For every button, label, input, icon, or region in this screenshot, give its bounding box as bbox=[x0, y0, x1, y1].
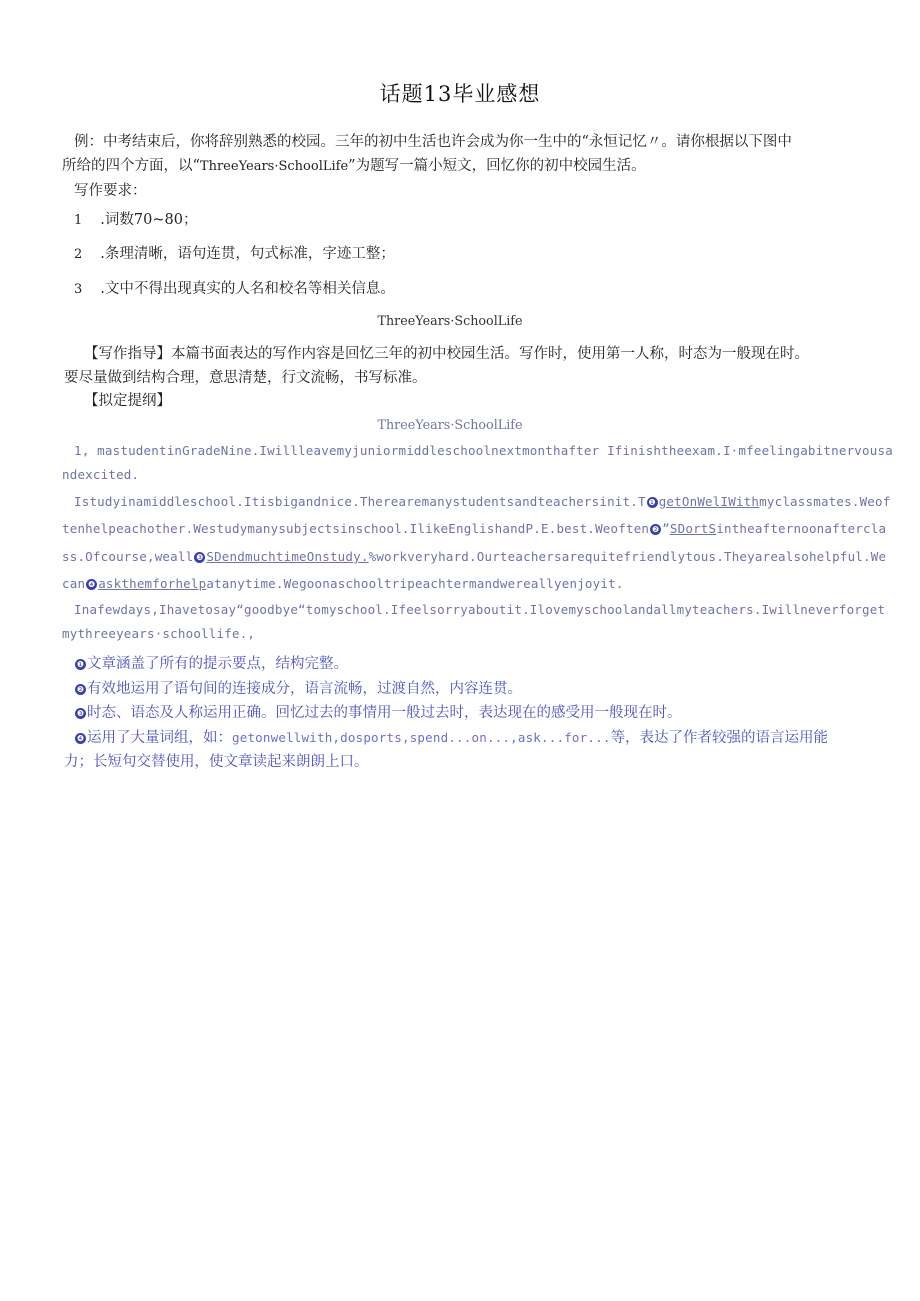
note-1: ❶ 文章涵盖了所有的提示要点，结构完整。 bbox=[76, 656, 348, 672]
sample-paragraph-3-line-2: mythreeyears·schoollife., bbox=[62, 626, 256, 641]
marker-2: ❷ bbox=[651, 525, 660, 534]
marker-4: ❹ bbox=[88, 580, 96, 589]
marker-3: ❸ bbox=[196, 553, 204, 562]
intro-line-1: 例：中考结束后，你将辞别熟悉的校园。三年的初中生活也许会成为你一生中的“永恒记忆〃。请你根据以下图中 bbox=[74, 134, 792, 150]
sample-paragraph-2-line-1: Istudyinamiddleschool.Itisbigandnice.Therearemanystudentsandteachersinit.T ❶ getOnWelIWithmyclassmates.Weof bbox=[74, 494, 891, 509]
note-4-phrases: getonwellwith,dosports,spend...on...,ask...for... bbox=[232, 730, 611, 745]
requirement-item-1: 1 .词数70~80； bbox=[74, 212, 198, 228]
phrase-get-on-well-with: getOnWelIWith bbox=[658, 494, 760, 509]
writing-guide-line-1: 【写作指导】本篇书面表达的写作内容是回忆三年的初中校园生活。写作时，使用第一人称，时态为一般现在时。 bbox=[84, 346, 809, 362]
requirement-item-3: 3 .文中不得出现真实的人名和校名等相关信息。 bbox=[74, 281, 395, 297]
note-4-line-2: 力；长短句交替使用，使文章读起来朗朗上口。 bbox=[64, 754, 369, 770]
note-4: ❹ 运用了大量词组，如：getonwellwith,dosports,spend...on...,ask...for...等，表达了作者较强的语言运用能 bbox=[76, 730, 829, 746]
intro-essay-title: ThreeYears·SchoolLife bbox=[199, 159, 349, 174]
writing-guide-line-2: 要尽量做到结构合理，意思清楚，行文流畅，书写标准。 bbox=[64, 370, 427, 386]
sample-paragraph-1-line-2: ndexcited. bbox=[62, 467, 140, 482]
phrase-spend-time-on: SDendmuchtimeOnstudy. bbox=[206, 549, 369, 564]
sample-paragraph-2-line-3: ss.Ofcourse,weall ❸ SDendmuchtimeOnstudy.%workveryhard.Ourteachersarequitefriendlytous.Theyarealsohelpful.We bbox=[62, 549, 887, 564]
marker-1: ❶ bbox=[648, 498, 656, 507]
phrase-do-sports: SDortS bbox=[669, 521, 717, 536]
phrase-ask-for-help: askthemforhelp bbox=[98, 576, 207, 591]
note-2: ❷ 有效地运用了语句间的连接成分，语言流畅，过渡自然，内容连贯。 bbox=[76, 681, 522, 697]
sample-paragraph-2-line-2: tenhelpeachother.Westudymanysubjectsinschool.IlikeEnglishandP.E.best.Weoften ❷ ”SDortSintheafternoonaftercla bbox=[62, 521, 887, 536]
requirement-item-2: 2 .条理清晰，语句连贯，句式标准，字迹工整； bbox=[74, 246, 395, 262]
essay-title: ThreeYears·SchoolLife bbox=[377, 314, 523, 329]
note-3: ❸ 时态、语态及人称运用正确。回忆过去的事情用一般过去时，表达现在的感受用一般现在时。 bbox=[76, 705, 682, 721]
sample-paragraph-3-line-1: Inafewdays,Ihavetosay“goodbye“tomyschool.Ifeelsorryaboutit.Ilovemyschoolandallmyteachers.Iwillneverforget bbox=[74, 602, 886, 617]
sample-essay-title: ThreeYears·SchoolLife bbox=[377, 418, 523, 433]
sample-paragraph-2-line-4: can ❹ askthemforhelpatanytime.Wegoonaschooltripeachtermandwereallyenjoyit. bbox=[62, 576, 624, 591]
intro-line-2: 所给的四个方面，以“ThreeYears·SchoolLife”为题写一篇小短文，回忆你的初中校园生活。 bbox=[62, 158, 646, 174]
requirements-heading: 写作要求： bbox=[74, 183, 147, 199]
sample-paragraph-1-line-1: 1, mastudentinGradeNine.Iwillleavemyjuniormiddleschoolnextmonthafter Ifinishtheexam.I·mfeelingabitnervousa bbox=[74, 443, 893, 458]
outline-heading: 【拟定提纲】 bbox=[84, 393, 171, 409]
page-title: 话题13毕业感想 bbox=[379, 82, 541, 106]
